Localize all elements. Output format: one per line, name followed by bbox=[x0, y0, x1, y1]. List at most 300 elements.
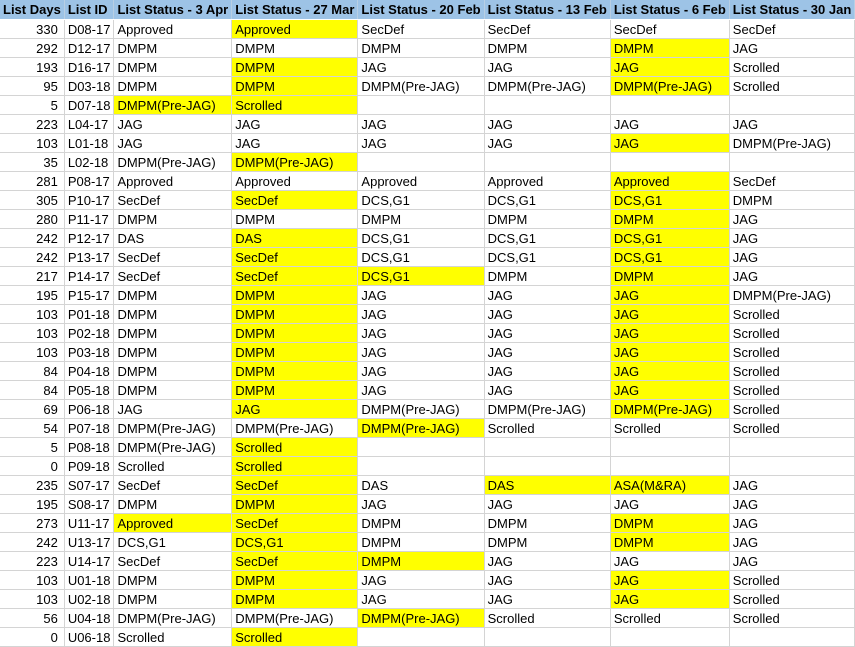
cell-status-3-apr[interactable]: DMPM bbox=[114, 381, 232, 400]
cell-list-id[interactable]: D12-17 bbox=[64, 39, 114, 58]
cell-status-27-mar[interactable]: Scrolled bbox=[232, 628, 358, 647]
cell-list-days[interactable]: 195 bbox=[0, 495, 64, 514]
cell-list-days[interactable]: 223 bbox=[0, 115, 64, 134]
header-list-days[interactable]: List Days bbox=[0, 0, 64, 20]
cell-status-6-feb[interactable]: DMPM bbox=[610, 514, 729, 533]
cell-status-13-feb[interactable]: DMPM bbox=[484, 514, 610, 533]
cell-list-days[interactable]: 95 bbox=[0, 77, 64, 96]
cell-list-days[interactable]: 5 bbox=[0, 96, 64, 115]
table-row bbox=[0, 77, 855, 96]
cell-list-id[interactable]: U04-18 bbox=[64, 609, 114, 628]
cell-status-30-jan[interactable]: JAG bbox=[729, 210, 854, 229]
cell-status-3-apr[interactable]: DMPM bbox=[114, 590, 232, 609]
cell-status-3-apr[interactable]: DAS bbox=[114, 229, 232, 248]
cell-status-30-jan[interactable]: JAG bbox=[729, 229, 854, 248]
cell-status-30-jan[interactable]: JAG bbox=[729, 514, 854, 533]
cell-status-20-feb[interactable] bbox=[358, 457, 484, 476]
cell-status-20-feb[interactable] bbox=[358, 628, 484, 647]
cell-status-20-feb[interactable]: JAG bbox=[358, 58, 484, 77]
cell-status-13-feb[interactable]: DMPM bbox=[484, 210, 610, 229]
table-row bbox=[0, 571, 855, 590]
cell-status-27-mar[interactable]: Scrolled bbox=[232, 438, 358, 457]
cell-status-20-feb[interactable]: JAG bbox=[358, 134, 484, 153]
cell-status-20-feb[interactable]: JAG bbox=[358, 286, 484, 305]
cell-list-days[interactable]: 54 bbox=[0, 419, 64, 438]
cell-status-13-feb[interactable]: DCS,G1 bbox=[484, 191, 610, 210]
cell-status-13-feb[interactable]: DCS,G1 bbox=[484, 248, 610, 267]
cell-status-13-feb[interactable]: SecDef bbox=[484, 20, 610, 39]
cell-status-13-feb[interactable]: Scrolled bbox=[484, 419, 610, 438]
header-status-27-mar[interactable]: List Status - 27 Mar bbox=[232, 0, 358, 20]
cell-status-3-apr[interactable]: SecDef bbox=[114, 552, 232, 571]
cell-status-6-feb[interactable]: JAG bbox=[610, 381, 729, 400]
cell-status-20-feb[interactable]: DCS,G1 bbox=[358, 248, 484, 267]
cell-status-3-apr[interactable]: SecDef bbox=[114, 191, 232, 210]
cell-status-30-jan[interactable] bbox=[729, 438, 854, 457]
cell-status-6-feb[interactable]: JAG bbox=[610, 305, 729, 324]
cell-status-6-feb[interactable]: JAG bbox=[610, 115, 729, 134]
cell-status-13-feb[interactable]: JAG bbox=[484, 381, 610, 400]
cell-status-3-apr[interactable]: DCS,G1 bbox=[114, 533, 232, 552]
cell-status-27-mar[interactable]: DMPM bbox=[232, 381, 358, 400]
cell-status-30-jan[interactable]: Scrolled bbox=[729, 419, 854, 438]
cell-status-13-feb[interactable] bbox=[484, 438, 610, 457]
header-status-6-feb[interactable]: List Status - 6 Feb bbox=[610, 0, 729, 20]
cell-status-30-jan[interactable]: JAG bbox=[729, 267, 854, 286]
cell-status-3-apr[interactable]: Scrolled bbox=[114, 628, 232, 647]
cell-status-30-jan[interactable] bbox=[729, 628, 854, 647]
cell-status-13-feb[interactable]: JAG bbox=[484, 571, 610, 590]
cell-list-id[interactable]: U02-18 bbox=[64, 590, 114, 609]
cell-status-27-mar[interactable]: DMPM bbox=[232, 571, 358, 590]
cell-list-days[interactable]: 84 bbox=[0, 381, 64, 400]
cell-list-id[interactable]: L02-18 bbox=[64, 153, 114, 172]
cell-status-13-feb[interactable]: JAG bbox=[484, 305, 610, 324]
cell-status-27-mar[interactable]: DMPM(Pre-JAG) bbox=[232, 609, 358, 628]
cell-status-20-feb[interactable]: JAG bbox=[358, 571, 484, 590]
cell-list-id[interactable]: D03-18 bbox=[64, 77, 114, 96]
cell-status-20-feb[interactable]: JAG bbox=[358, 362, 484, 381]
cell-status-6-feb[interactable]: DMPM bbox=[610, 39, 729, 58]
table-row bbox=[0, 39, 855, 58]
cell-status-3-apr[interactable]: DMPM bbox=[114, 305, 232, 324]
cell-status-30-jan[interactable]: Scrolled bbox=[729, 590, 854, 609]
cell-status-3-apr[interactable]: DMPM bbox=[114, 495, 232, 514]
cell-status-27-mar[interactable]: SecDef bbox=[232, 191, 358, 210]
cell-status-6-feb[interactable]: JAG bbox=[610, 286, 729, 305]
cell-status-13-feb[interactable]: DMPM(Pre-JAG) bbox=[484, 77, 610, 96]
table-row bbox=[0, 210, 855, 229]
cell-list-id[interactable]: P12-17 bbox=[64, 229, 114, 248]
cell-status-27-mar[interactable]: JAG bbox=[232, 134, 358, 153]
cell-list-id[interactable]: P04-18 bbox=[64, 362, 114, 381]
cell-list-id[interactable]: S07-17 bbox=[64, 476, 114, 495]
cell-list-days[interactable]: 0 bbox=[0, 457, 64, 476]
cell-status-6-feb[interactable]: DCS,G1 bbox=[610, 229, 729, 248]
cell-status-27-mar[interactable]: DAS bbox=[232, 229, 358, 248]
cell-status-27-mar[interactable]: Approved bbox=[232, 172, 358, 191]
table-row bbox=[0, 381, 855, 400]
cell-list-days[interactable]: 242 bbox=[0, 229, 64, 248]
cell-list-days[interactable]: 292 bbox=[0, 39, 64, 58]
cell-status-13-feb[interactable]: JAG bbox=[484, 362, 610, 381]
cell-status-13-feb[interactable]: DMPM bbox=[484, 267, 610, 286]
table-row bbox=[0, 552, 855, 571]
cell-status-30-jan[interactable] bbox=[729, 457, 854, 476]
cell-status-27-mar[interactable]: SecDef bbox=[232, 476, 358, 495]
cell-status-30-jan[interactable]: Scrolled bbox=[729, 400, 854, 419]
cell-status-20-feb[interactable]: JAG bbox=[358, 324, 484, 343]
cell-status-13-feb[interactable] bbox=[484, 96, 610, 115]
cell-status-20-feb[interactable]: DMPM bbox=[358, 514, 484, 533]
cell-status-3-apr[interactable]: DMPM bbox=[114, 58, 232, 77]
cell-list-days[interactable]: 103 bbox=[0, 571, 64, 590]
cell-status-27-mar[interactable]: DMPM bbox=[232, 77, 358, 96]
cell-status-27-mar[interactable]: JAG bbox=[232, 400, 358, 419]
cell-list-days[interactable]: 0 bbox=[0, 628, 64, 647]
cell-status-13-feb[interactable]: JAG bbox=[484, 343, 610, 362]
cell-list-id[interactable]: P05-18 bbox=[64, 381, 114, 400]
cell-status-6-feb[interactable] bbox=[610, 628, 729, 647]
cell-list-id[interactable]: P02-18 bbox=[64, 324, 114, 343]
cell-status-6-feb[interactable]: DCS,G1 bbox=[610, 248, 729, 267]
cell-list-days[interactable]: 69 bbox=[0, 400, 64, 419]
table-row bbox=[0, 229, 855, 248]
cell-list-days[interactable]: 103 bbox=[0, 305, 64, 324]
cell-list-id[interactable]: P09-18 bbox=[64, 457, 114, 476]
cell-status-20-feb[interactable]: DMPM(Pre-JAG) bbox=[358, 77, 484, 96]
cell-status-20-feb[interactable]: JAG bbox=[358, 590, 484, 609]
cell-status-30-jan[interactable]: JAG bbox=[729, 248, 854, 267]
cell-list-days[interactable]: 305 bbox=[0, 191, 64, 210]
cell-status-6-feb[interactable]: JAG bbox=[610, 571, 729, 590]
table-body bbox=[0, 20, 855, 647]
cell-list-days[interactable]: 84 bbox=[0, 362, 64, 381]
cell-status-6-feb[interactable]: DMPM bbox=[610, 533, 729, 552]
cell-status-20-feb[interactable]: DCS,G1 bbox=[358, 191, 484, 210]
cell-status-13-feb[interactable]: JAG bbox=[484, 115, 610, 134]
cell-status-13-feb[interactable]: Approved bbox=[484, 172, 610, 191]
cell-status-30-jan[interactable]: JAG bbox=[729, 533, 854, 552]
cell-status-20-feb[interactable]: SecDef bbox=[358, 20, 484, 39]
cell-status-13-feb[interactable]: JAG bbox=[484, 58, 610, 77]
cell-status-30-jan[interactable]: JAG bbox=[729, 115, 854, 134]
cell-status-20-feb[interactable]: JAG bbox=[358, 343, 484, 362]
cell-status-20-feb[interactable]: JAG bbox=[358, 495, 484, 514]
cell-list-days[interactable]: 56 bbox=[0, 609, 64, 628]
cell-status-27-mar[interactable]: DMPM bbox=[232, 39, 358, 58]
cell-status-3-apr[interactable]: DMPM(Pre-JAG) bbox=[114, 419, 232, 438]
cell-status-27-mar[interactable]: Scrolled bbox=[232, 96, 358, 115]
cell-list-id[interactable]: P08-17 bbox=[64, 172, 114, 191]
cell-status-20-feb[interactable]: DCS,G1 bbox=[358, 267, 484, 286]
cell-status-6-feb[interactable]: DMPM(Pre-JAG) bbox=[610, 77, 729, 96]
cell-status-27-mar[interactable]: Approved bbox=[232, 20, 358, 39]
cell-status-27-mar[interactable]: DMPM bbox=[232, 58, 358, 77]
cell-status-6-feb[interactable]: JAG bbox=[610, 324, 729, 343]
cell-status-3-apr[interactable]: DMPM bbox=[114, 343, 232, 362]
cell-status-30-jan[interactable] bbox=[729, 153, 854, 172]
cell-list-id[interactable]: D07-18 bbox=[64, 96, 114, 115]
cell-list-days[interactable]: 193 bbox=[0, 58, 64, 77]
cell-list-days[interactable]: 242 bbox=[0, 248, 64, 267]
table-row bbox=[0, 590, 855, 609]
cell-list-id[interactable]: P15-17 bbox=[64, 286, 114, 305]
cell-status-27-mar[interactable]: SecDef bbox=[232, 248, 358, 267]
cell-status-3-apr[interactable]: DMPM bbox=[114, 210, 232, 229]
cell-status-30-jan[interactable]: Scrolled bbox=[729, 77, 854, 96]
cell-status-3-apr[interactable]: DMPM bbox=[114, 286, 232, 305]
cell-status-13-feb[interactable]: JAG bbox=[484, 552, 610, 571]
header-status-20-feb[interactable]: List Status - 20 Feb bbox=[358, 0, 484, 20]
cell-status-3-apr[interactable]: Approved bbox=[114, 20, 232, 39]
cell-status-20-feb[interactable]: DCS,G1 bbox=[358, 229, 484, 248]
cell-status-3-apr[interactable]: SecDef bbox=[114, 476, 232, 495]
cell-status-6-feb[interactable] bbox=[610, 153, 729, 172]
cell-status-6-feb[interactable]: JAG bbox=[610, 552, 729, 571]
cell-status-6-feb[interactable]: ASA(M&RA) bbox=[610, 476, 729, 495]
cell-status-13-feb[interactable]: DAS bbox=[484, 476, 610, 495]
header-status-13-feb[interactable]: List Status - 13 Feb bbox=[484, 0, 610, 20]
cell-status-3-apr[interactable]: SecDef bbox=[114, 248, 232, 267]
cell-status-20-feb[interactable] bbox=[358, 153, 484, 172]
cell-status-3-apr[interactable]: DMPM(Pre-JAG) bbox=[114, 96, 232, 115]
cell-status-6-feb[interactable]: Approved bbox=[610, 172, 729, 191]
cell-list-days[interactable]: 35 bbox=[0, 153, 64, 172]
cell-status-27-mar[interactable]: Scrolled bbox=[232, 457, 358, 476]
cell-status-27-mar[interactable]: DMPM(Pre-JAG) bbox=[232, 419, 358, 438]
cell-list-id[interactable]: U06-18 bbox=[64, 628, 114, 647]
table-row bbox=[0, 609, 855, 628]
cell-status-30-jan[interactable]: DMPM bbox=[729, 191, 854, 210]
table-row bbox=[0, 134, 855, 153]
cell-status-6-feb[interactable]: JAG bbox=[610, 58, 729, 77]
table-row bbox=[0, 96, 855, 115]
cell-status-3-apr[interactable]: Approved bbox=[114, 514, 232, 533]
cell-status-20-feb[interactable]: DMPM(Pre-JAG) bbox=[358, 400, 484, 419]
cell-status-20-feb[interactable] bbox=[358, 438, 484, 457]
cell-status-20-feb[interactable]: DMPM bbox=[358, 39, 484, 58]
table-row bbox=[0, 419, 855, 438]
cell-status-13-feb[interactable] bbox=[484, 153, 610, 172]
cell-status-6-feb[interactable]: DMPM bbox=[610, 267, 729, 286]
cell-status-30-jan[interactable]: Scrolled bbox=[729, 571, 854, 590]
cell-list-days[interactable]: 223 bbox=[0, 552, 64, 571]
cell-status-30-jan[interactable]: Scrolled bbox=[729, 305, 854, 324]
table-row bbox=[0, 533, 855, 552]
cell-status-30-jan[interactable]: Scrolled bbox=[729, 381, 854, 400]
cell-status-6-feb[interactable] bbox=[610, 457, 729, 476]
cell-status-27-mar[interactable]: DMPM bbox=[232, 343, 358, 362]
cell-status-6-feb[interactable]: JAG bbox=[610, 362, 729, 381]
cell-status-20-feb[interactable]: DMPM bbox=[358, 210, 484, 229]
cell-status-13-feb[interactable]: JAG bbox=[484, 324, 610, 343]
cell-status-6-feb[interactable]: JAG bbox=[610, 343, 729, 362]
cell-list-id[interactable]: P13-17 bbox=[64, 248, 114, 267]
cell-list-days[interactable]: 242 bbox=[0, 533, 64, 552]
table-row bbox=[0, 20, 855, 39]
cell-status-27-mar[interactable]: DMPM bbox=[232, 362, 358, 381]
cell-status-20-feb[interactable]: JAG bbox=[358, 381, 484, 400]
cell-status-13-feb[interactable] bbox=[484, 628, 610, 647]
cell-status-20-feb[interactable]: Approved bbox=[358, 172, 484, 191]
header-status-3-apr[interactable]: List Status - 3 Apr bbox=[114, 0, 232, 20]
cell-status-13-feb[interactable]: DMPM(Pre-JAG) bbox=[484, 400, 610, 419]
table-row bbox=[0, 400, 855, 419]
cell-status-13-feb[interactable] bbox=[484, 457, 610, 476]
cell-status-3-apr[interactable]: DMPM(Pre-JAG) bbox=[114, 438, 232, 457]
cell-list-id[interactable]: L04-17 bbox=[64, 115, 114, 134]
cell-status-20-feb[interactable]: DMPM bbox=[358, 552, 484, 571]
cell-status-30-jan[interactable]: JAG bbox=[729, 476, 854, 495]
table-row bbox=[0, 438, 855, 457]
cell-status-3-apr[interactable]: Scrolled bbox=[114, 457, 232, 476]
cell-status-30-jan[interactable]: Scrolled bbox=[729, 324, 854, 343]
cell-list-id[interactable]: U13-17 bbox=[64, 533, 114, 552]
cell-status-27-mar[interactable]: DMPM bbox=[232, 210, 358, 229]
cell-list-id[interactable]: P08-18 bbox=[64, 438, 114, 457]
cell-status-30-jan[interactable] bbox=[729, 96, 854, 115]
cell-list-id[interactable]: L01-18 bbox=[64, 134, 114, 153]
cell-status-6-feb[interactable] bbox=[610, 438, 729, 457]
cell-status-6-feb[interactable]: SecDef bbox=[610, 20, 729, 39]
cell-status-3-apr[interactable]: DMPM bbox=[114, 571, 232, 590]
cell-status-13-feb[interactable]: Scrolled bbox=[484, 609, 610, 628]
cell-list-days[interactable]: 103 bbox=[0, 343, 64, 362]
cell-list-days[interactable]: 217 bbox=[0, 267, 64, 286]
cell-status-30-jan[interactable]: JAG bbox=[729, 552, 854, 571]
cell-status-30-jan[interactable]: JAG bbox=[729, 39, 854, 58]
cell-list-id[interactable]: P06-18 bbox=[64, 400, 114, 419]
cell-status-30-jan[interactable]: Scrolled bbox=[729, 343, 854, 362]
cell-status-20-feb[interactable]: DMPM bbox=[358, 533, 484, 552]
cell-status-6-feb[interactable]: Scrolled bbox=[610, 609, 729, 628]
cell-status-3-apr[interactable]: DMPM(Pre-JAG) bbox=[114, 609, 232, 628]
cell-list-id[interactable]: D08-17 bbox=[64, 20, 114, 39]
cell-list-days[interactable]: 103 bbox=[0, 590, 64, 609]
cell-status-6-feb[interactable]: DMPM(Pre-JAG) bbox=[610, 400, 729, 419]
cell-list-id[interactable]: S08-17 bbox=[64, 495, 114, 514]
cell-status-20-feb[interactable] bbox=[358, 96, 484, 115]
cell-status-6-feb[interactable]: Scrolled bbox=[610, 419, 729, 438]
cell-status-30-jan[interactable]: DMPM(Pre-JAG) bbox=[729, 134, 854, 153]
cell-list-id[interactable]: P11-17 bbox=[64, 210, 114, 229]
cell-list-days[interactable]: 330 bbox=[0, 20, 64, 39]
cell-status-27-mar[interactable]: JAG bbox=[232, 115, 358, 134]
cell-status-30-jan[interactable]: SecDef bbox=[729, 20, 854, 39]
cell-status-27-mar[interactable]: DMPM bbox=[232, 590, 358, 609]
table-row bbox=[0, 286, 855, 305]
cell-status-27-mar[interactable]: SecDef bbox=[232, 514, 358, 533]
cell-status-3-apr[interactable]: DMPM bbox=[114, 77, 232, 96]
cell-status-3-apr[interactable]: JAG bbox=[114, 115, 232, 134]
table-row bbox=[0, 191, 855, 210]
cell-list-id[interactable]: U11-17 bbox=[64, 514, 114, 533]
cell-status-3-apr[interactable]: DMPM(Pre-JAG) bbox=[114, 153, 232, 172]
cell-list-id[interactable]: P10-17 bbox=[64, 191, 114, 210]
cell-status-20-feb[interactable]: DMPM(Pre-JAG) bbox=[358, 419, 484, 438]
cell-list-days[interactable]: 103 bbox=[0, 324, 64, 343]
cell-status-30-jan[interactable]: JAG bbox=[729, 495, 854, 514]
table-row bbox=[0, 457, 855, 476]
cell-status-13-feb[interactable]: JAG bbox=[484, 495, 610, 514]
cell-status-30-jan[interactable]: DMPM(Pre-JAG) bbox=[729, 286, 854, 305]
cell-status-27-mar[interactable]: DMPM(Pre-JAG) bbox=[232, 153, 358, 172]
table-row bbox=[0, 628, 855, 647]
cell-status-6-feb[interactable]: DMPM bbox=[610, 210, 729, 229]
table-row bbox=[0, 324, 855, 343]
cell-list-id[interactable]: U14-17 bbox=[64, 552, 114, 571]
cell-status-3-apr[interactable]: DMPM bbox=[114, 324, 232, 343]
cell-status-3-apr[interactable]: Approved bbox=[114, 172, 232, 191]
table-row bbox=[0, 343, 855, 362]
cell-status-6-feb[interactable]: JAG bbox=[610, 590, 729, 609]
cell-list-days[interactable]: 5 bbox=[0, 438, 64, 457]
header-status-30-jan[interactable]: List Status - 30 Jan bbox=[729, 0, 854, 20]
cell-list-days[interactable]: 235 bbox=[0, 476, 64, 495]
cell-list-id[interactable]: P01-18 bbox=[64, 305, 114, 324]
cell-list-id[interactable]: P03-18 bbox=[64, 343, 114, 362]
table-row bbox=[0, 115, 855, 134]
cell-status-3-apr[interactable]: DMPM bbox=[114, 362, 232, 381]
cell-status-3-apr[interactable]: SecDef bbox=[114, 267, 232, 286]
cell-list-id[interactable]: P14-17 bbox=[64, 267, 114, 286]
cell-status-3-apr[interactable]: JAG bbox=[114, 400, 232, 419]
cell-status-20-feb[interactable]: JAG bbox=[358, 305, 484, 324]
table-row bbox=[0, 153, 855, 172]
cell-status-20-feb[interactable]: JAG bbox=[358, 115, 484, 134]
cell-status-30-jan[interactable]: Scrolled bbox=[729, 362, 854, 381]
cell-status-30-jan[interactable]: Scrolled bbox=[729, 609, 854, 628]
cell-status-20-feb[interactable]: DMPM(Pre-JAG) bbox=[358, 609, 484, 628]
cell-list-days[interactable]: 195 bbox=[0, 286, 64, 305]
cell-status-3-apr[interactable]: JAG bbox=[114, 134, 232, 153]
cell-status-13-feb[interactable]: JAG bbox=[484, 286, 610, 305]
cell-list-id[interactable]: P07-18 bbox=[64, 419, 114, 438]
cell-status-13-feb[interactable]: DMPM bbox=[484, 39, 610, 58]
cell-list-days[interactable]: 281 bbox=[0, 172, 64, 191]
cell-status-6-feb[interactable]: DCS,G1 bbox=[610, 191, 729, 210]
cell-status-27-mar[interactable]: DCS,G1 bbox=[232, 533, 358, 552]
cell-status-13-feb[interactable]: DMPM bbox=[484, 533, 610, 552]
cell-status-6-feb[interactable] bbox=[610, 96, 729, 115]
cell-list-id[interactable]: U01-18 bbox=[64, 571, 114, 590]
cell-status-27-mar[interactable]: SecDef bbox=[232, 267, 358, 286]
cell-status-30-jan[interactable]: SecDef bbox=[729, 172, 854, 191]
cell-status-27-mar[interactable]: DMPM bbox=[232, 324, 358, 343]
cell-status-20-feb[interactable]: DAS bbox=[358, 476, 484, 495]
cell-list-days[interactable]: 273 bbox=[0, 514, 64, 533]
cell-status-27-mar[interactable]: DMPM bbox=[232, 495, 358, 514]
cell-status-13-feb[interactable]: DCS,G1 bbox=[484, 229, 610, 248]
table-row bbox=[0, 58, 855, 77]
cell-list-days[interactable]: 280 bbox=[0, 210, 64, 229]
cell-status-27-mar[interactable]: DMPM bbox=[232, 286, 358, 305]
table-row bbox=[0, 514, 855, 533]
cell-list-days[interactable]: 103 bbox=[0, 134, 64, 153]
cell-status-13-feb[interactable]: JAG bbox=[484, 590, 610, 609]
cell-status-3-apr[interactable]: DMPM bbox=[114, 39, 232, 58]
cell-status-30-jan[interactable]: Scrolled bbox=[729, 58, 854, 77]
header-list-id[interactable]: List ID bbox=[64, 0, 114, 20]
cell-status-13-feb[interactable]: JAG bbox=[484, 134, 610, 153]
cell-status-27-mar[interactable]: SecDef bbox=[232, 552, 358, 571]
cell-status-6-feb[interactable]: JAG bbox=[610, 495, 729, 514]
table-row bbox=[0, 476, 855, 495]
cell-list-id[interactable]: D16-17 bbox=[64, 58, 114, 77]
cell-status-6-feb[interactable]: JAG bbox=[610, 134, 729, 153]
cell-status-27-mar[interactable]: DMPM bbox=[232, 305, 358, 324]
